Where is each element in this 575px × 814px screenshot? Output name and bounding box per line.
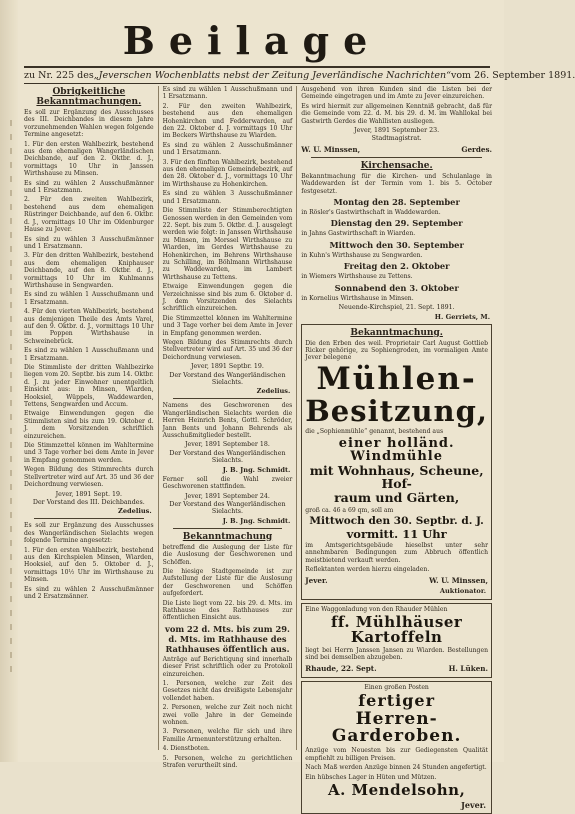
- signature-name: H. Lüken.: [448, 663, 488, 673]
- ad-headline-1: Mühlen-: [316, 360, 477, 397]
- paragraph: 4. Für den vierten Wahlbezirk, bestehend aus demjenigen Theile des Amts Varel, auf den 9. Oktbr. d. J., vormittags 10 Uhr im Poppen Wirthshause in Schweinebrück.: [24, 308, 154, 345]
- signature-date: Jever, 1891 Septbr. 19.: [191, 363, 264, 371]
- paragraph: in Kornelius Wirthshause in Minsen.: [301, 294, 414, 302]
- ad-headline-2: Herren-Garderoben.: [331, 709, 462, 747]
- ad-headline-2: Besitzung,: [305, 393, 488, 428]
- paragraph: Es sind zu wählen 2 Ausschußmänner und 1 Ersatzmann.: [162, 141, 293, 157]
- page-binding-margin: [0, 0, 18, 762]
- advertiser-place: Jever.: [461, 799, 486, 810]
- paragraph: Es soll zur Ergänzung des Ausschusses des Wangerländischen Sielachts wegen folgende Termine angesetzt:: [24, 522, 154, 545]
- paragraph: Anträge auf Berichtigung sind innerhalb dieser Frist schriftlich oder zu Protokoll einzureichen.: [162, 655, 293, 678]
- paragraph: Es sind zu wählen 1 Ausschußmann und 1 Ersatzmann.: [24, 291, 154, 306]
- date-line: Freitag den 2. Oktober: [343, 261, 450, 272]
- paragraph: Es sind zu wählen 1 Ausschußmann und 1 Ersatzmann.: [24, 347, 154, 362]
- column-1: [24, 86, 154, 750]
- signature-place: Rhaude, 22. Sept.: [305, 663, 377, 673]
- subline-publication: „Jeverschen Wochenblatts nebst der Zeitung Jeverländische Nachrichten“: [93, 70, 451, 81]
- paragraph: liegt bei Herrn Janssen Jansen zu Wiarden. Bestellungen sind bei demselben abzugeben.: [305, 647, 488, 662]
- signature-name: J. B. Jng. Schmidt.: [222, 465, 291, 474]
- paragraph: im Amtsgerichtsgebäude hieselbst unter sehr annehmbaren Bedingungen zum Abbruch öffentlich meistbietend verkauft werden.: [305, 542, 488, 564]
- columns: [24, 86, 492, 810]
- binding-marks: [10, 120, 12, 680]
- paragraph: groß ca. 46 a 69 qm, soll am: [305, 506, 394, 514]
- paragraph: in Wiemers Wirthshause zu Tettens.: [301, 273, 413, 281]
- signature-name: W. U. Minssen,: [301, 144, 361, 154]
- paragraph: 3. Für den dritten Wahlbezirk, bestehend aus dem ehemaligen Kniphauser Deichbande, auf den 8. Oktbr. d. J., vormittags 10 Uhr im Kuhlmanns Wirthshause in Sengwarden.: [24, 252, 154, 289]
- column-3: [296, 86, 492, 810]
- ad-time: vormitt. 11 Uhr: [346, 526, 447, 541]
- highlight-text: vom 22 d. Mts. bis zum 29. d. Mts. im Rathhause des Rathhauses öffentlich aus.: [165, 623, 290, 654]
- signature-date: Jever, 1891 September 24.: [184, 492, 270, 500]
- date-line: Montag den 28. September: [333, 197, 460, 208]
- signature-org: Stadtmagistrat.: [371, 135, 422, 143]
- paragraph: 2. Für den zweiten Wahlbezirk, bestehend aus dem ehemaligen Rüstringer Deichbande, auf den 6. Oktbr. d. J., vormittags 10 Uhr im Oldenburger Hause zu Jever.: [24, 196, 154, 234]
- divider: [311, 157, 482, 158]
- paragraph: 3. Personen, welche für sich und ihre Familie Armenunterstützung erhalten.: [162, 728, 293, 743]
- paragraph: Bekanntmachung für die Kirchen- und Schulanlage in Waddewarden ist der Termin vom 1. bis 5. October festgesetzt.: [301, 172, 492, 195]
- paragraph: Wegen Bildung des Stimmrechts durch Stellvertreter wird auf Art. 35 und 36 der Deichordnung verwiesen.: [162, 339, 293, 361]
- paragraph: Die Stimmliste der Stimmberechtigten Genossen werden in den Gemeinden vom 22. Sept. bis zum 5. Oktbr. d. J. ausgelegt werden wie folgt: in Janssen Wirthshause zu Minsen, im Morssel Wirthshause zu Wiarden, im Gerdes Wirthshause zu Hohenkirchen, im Behrens Wirthshause zu Schilling, im Böhlmann Wirthshause zu Waddewarden, im Lambert Wirthshause zu Tettens.: [162, 207, 293, 281]
- paragraph: 2. Personen, welche zur Zeit noch nicht zwei volle Jahre in der Gemeinde wohnen.: [162, 704, 293, 727]
- column-1-heading: Obrigkeitliche Bekanntmachungen.: [36, 87, 142, 107]
- notice-heading: Bekanntmachung.: [350, 327, 443, 338]
- date-line: Sonnabend den 3. Oktober: [334, 282, 459, 293]
- paragraph: Es soll zur Ergänzung des Ausschusses des III. Deichbandes in diesem Jahre vorzunehmenden Wahlen wegen folgende Termine angesetzt:: [24, 109, 154, 139]
- signature-row: [305, 576, 488, 585]
- signature-org: Der Vorstand des Wangerländischen Sielachts.: [169, 449, 286, 465]
- notice-heading: Bekanntmachung: [182, 531, 273, 542]
- mill-sale-ad: [301, 324, 492, 600]
- garment-ad: [301, 681, 492, 814]
- paragraph: Reflektanten werden hierzu eingeladen.: [305, 566, 430, 574]
- paragraph: Die hiesige Stadtgemeinde ist zur Aufstellung der Liste für die Auslosung der Geschworenen und Schöffen aufgefordert.: [162, 567, 293, 598]
- paragraph: Die Stimmzettel können im Wahltermine und 3 Tage vorher bei dem Amte in Jever in Empfang genommen werden.: [24, 442, 154, 464]
- signature-row: [301, 145, 492, 154]
- divider: [173, 528, 283, 529]
- paragraph: Ferner soll die Wahl zweier Geschworenen stattfinden.: [162, 475, 293, 491]
- church-heading: Kirchensache.: [360, 160, 433, 171]
- paragraph: Einen großen Posten: [364, 683, 429, 691]
- paragraph: Eine Waggonladung von den Rhauder Mühlen: [305, 605, 448, 613]
- divider: [34, 518, 144, 519]
- paragraph: Etwaige Einwendungen gegen die Stimmlisten sind bis zum 19. Oktober d. J. dem Vorsitzenden schriftlich einzureichen.: [24, 410, 154, 440]
- paragraph: Die Stimmliste der dritten Wahlbezirke liegen vom 20. Septbr. bis zum 14. Oktbr. d. J. zu jeder Einwohner unentgeltlich Einsicht aus: in Minsen, Wiarden, Hooksiel, Wüppels, Waddewarden, Tettens, Sengwarden und Accum.: [24, 364, 154, 409]
- paragraph: Namens des Geschworenen des Wangerländischen Sielachts werden die Herren Heinrich Bents, Gottl. Schröder, Jann Bents und Johann Behrends als Ausschußmitglieder bestellt.: [162, 402, 293, 440]
- signature-org: Der Vorstand des Wangerländischen Sielachts.: [169, 500, 286, 516]
- paragraph: in Kuhn's Wirthshause zu Sengwarden.: [301, 251, 423, 259]
- paragraph: Die Stimmzettel können im Wahltermine und 3 Tage vorher bei dem Amte in Jever in Empfang genommen werden.: [162, 314, 293, 337]
- signature-date: Jever, 1891 Sept. 19.: [55, 490, 123, 498]
- signature-row: [305, 664, 488, 673]
- paragraph: Es sind zu wählen 2 Ausschußmänner und 1 Ersatzmann.: [24, 179, 154, 195]
- signature-place: Jever.: [305, 575, 328, 585]
- paragraph: Anzüge vom Neuesten bis zur Gediegensten Qualität empfiehlt zu billigen Preisen.: [305, 747, 488, 762]
- paragraph: Wegen Bildung des Stimmrechts durch Stellvertreter wird auf Art. 35 und 36 der Deichordnung verwiesen.: [24, 466, 154, 489]
- column-2: [158, 86, 293, 770]
- ad-headline: ff. Mühlhäuser Kartoffeln: [330, 613, 463, 647]
- ad-headline-1: fertiger: [358, 691, 436, 711]
- potato-ad: [301, 603, 492, 678]
- paragraph: Es sind zu wählen 3 Ausschußmänner und 1 Ersatzmann.: [24, 235, 154, 250]
- signature-name: J. B. Jng. Schmidt.: [222, 516, 291, 525]
- signature-org: Der Vorstand des III. Deichbandes.: [32, 498, 145, 506]
- paragraph: 1. Für den ersten Wahlbezirk, bestehend aus dem ehemaligen Wangerländischen Deichbande, auf den 2. Oktbr. d. J., vormittags 10 Uhr in Janssen Wirthshause zu Minsen.: [24, 140, 154, 178]
- paragraph: 5. Personen, welche zu gerichtlichen Strafen verurtheilt sind.: [162, 754, 293, 770]
- ad-line: raum und Gärten,: [334, 490, 460, 506]
- masthead-subline: [24, 66, 575, 84]
- subline-left: zu Nr. 225 des: [24, 70, 94, 81]
- ad-date: Mittwoch den 30. Septbr. d. J.: [309, 515, 484, 528]
- paragraph: die „Sophienmühle“ genannt, bestehend aus: [305, 427, 444, 435]
- paragraph: Es sind zu wählen 1 Ausschußmann und 1 Ersatzmann.: [162, 86, 293, 101]
- subline-date: vom 26. September 1891.: [450, 70, 575, 81]
- paragraph: Die Liste liegt vom 22. bis 29. d. Mts. im Rathhause des Rathhauses zur öffentlichen Einsicht aus.: [162, 599, 293, 622]
- paragraph: Die den Erben des weil. Proprietair Carl August Gottlieb Ricker gehörige, zu Sophiengroden, im vormaligen Amte Jever belegene: [305, 339, 488, 362]
- signature-name: H. Gerriets, M.: [434, 312, 490, 321]
- paragraph: 4. Dienstboten.: [162, 745, 210, 753]
- paragraph: Etwaige Einwendungen gegen die Verzeichnisse sind bis zum 6. Oktober d. J. dem Vorsitzenden des Sielachts schriftlich einzureichen.: [162, 283, 293, 313]
- paragraph: Ausgehend von ihren Kunden sind die Listen bei der Gemeinde eingetragen und im Amte zu Jever einzureichen.: [301, 86, 492, 101]
- signature-title: Auktionator.: [439, 586, 486, 595]
- paragraph: Es sind zu wählen 2 Ausschußmänner und 2 Ersatzmänner.: [24, 585, 154, 600]
- advertiser-name: A. Mendelsohn,: [327, 780, 466, 799]
- paragraph: Ein hübsches Lager in Hüten und Mützen.: [305, 773, 437, 781]
- signature-name-right: Gerdes.: [461, 144, 492, 154]
- ad-line: einer holländ. Windmühle: [338, 436, 455, 465]
- divider: [173, 398, 283, 399]
- date-line: Mittwoch den 30. September: [329, 239, 464, 250]
- date-line: Dienstag den 29. September: [330, 218, 463, 229]
- paragraph: in Rösler's Gastwirthschaft in Waddewarden.: [301, 209, 441, 217]
- masthead-title: Beilage: [122, 18, 382, 63]
- paragraph: 1. Personen, welche zur Zeit des Gesetzes nicht das dreißigste Lebensjahr vollendet haben.: [162, 680, 293, 702]
- paragraph: Es wird hiermit zur allgemeinen Kenntniß gebracht, daß für die Gemeinde vom 22. d. M. bis 29. d. M. im Wahllokal bei Gastwirth Gerdes die Wahllisten ausliegen.: [301, 102, 492, 125]
- paragraph: 1. Für den ersten Wahlbezirk, bestehend aus den Kirchspielen Minsen, Wiarden, Hooksiel, auf den 5. Oktober d. J., vormittags 10½ Uhr im Wirthshause zu Minsen.: [24, 546, 154, 584]
- paragraph: 2. Für den zweiten Wahlbezirk, bestehend aus den ehemaligen Hohenkirchen und Fedderwarden, auf den 22. Oktober d. J. vormittags 10 Uhr im Beckers Wirthshause zu Wiarden.: [162, 102, 293, 140]
- signature-name: Zedelius.: [256, 387, 291, 396]
- signature-date: Jever, 1891 September 23.: [354, 127, 440, 135]
- signature-org: Der Vorstand des Wangerländischen Sielachts.: [169, 371, 286, 387]
- signature-name: W. U. Minssen,: [429, 575, 488, 585]
- paragraph: betreffend die Auslegung der Liste für die Auslosung der Geschworenen und Schöffen.: [162, 543, 293, 566]
- paragraph: Es sind zu wählen 3 Ausschußmänner und 1 Ersatzmann.: [162, 190, 293, 205]
- paragraph: in Jahns Gastwirthschaft in Wiarden.: [301, 230, 416, 238]
- paragraph: 3. Für den fünften Wahlbezirk, bestehend aus den ehemaligen Gemeindebezirk, auf den 28. Oktober d. J., vormittags 10 Uhr im Wirthshause zu Hohenkirchen.: [162, 158, 293, 188]
- signature-place: Neuende-Kirchspiel, 21. Sept. 1891.: [338, 304, 455, 312]
- ad-line: mit Wohnhaus, Scheune, Hof-: [309, 463, 484, 491]
- signature-name: Zedelius.: [118, 507, 152, 516]
- signature-date: Jever, 1891 September 18.: [184, 441, 270, 449]
- paragraph: Nach Maß werden Anzüge binnen 24 Stunden angefertigt.: [305, 764, 487, 772]
